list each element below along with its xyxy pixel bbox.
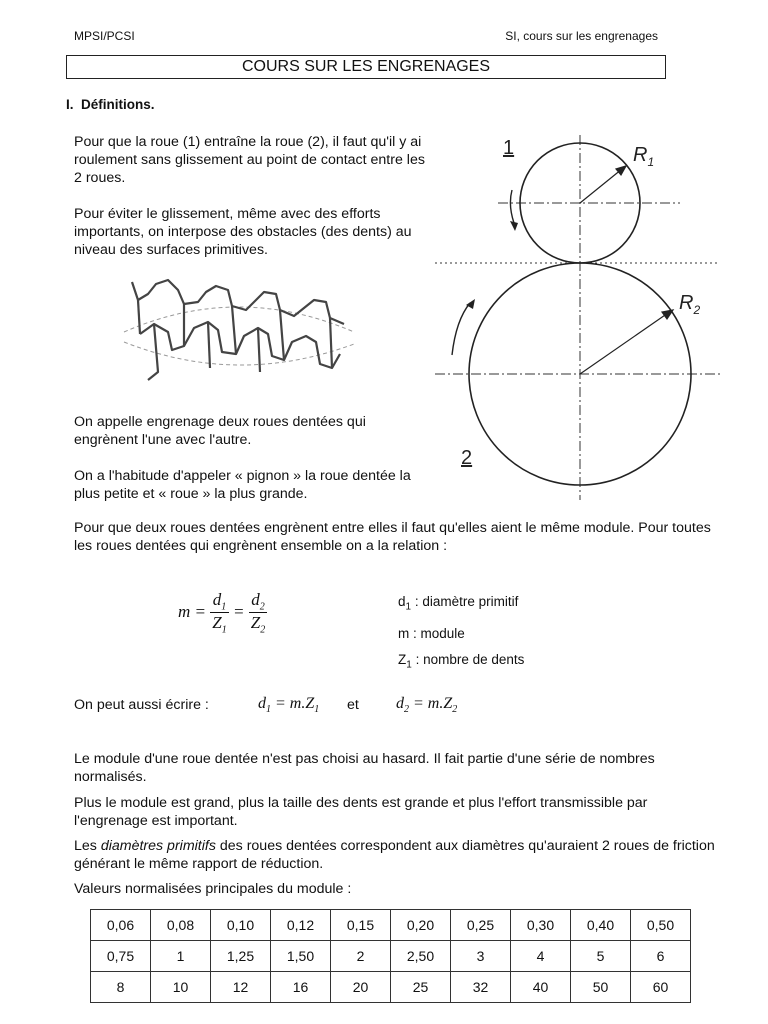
formula-z1: Z bbox=[212, 613, 222, 633]
gear-teeth-illustration bbox=[118, 272, 358, 390]
wheel-1-label: 1 bbox=[503, 137, 515, 159]
gear-pitch-circles-figure bbox=[430, 125, 730, 505]
formula-m: m bbox=[178, 601, 191, 621]
table-cell: 2,50 bbox=[391, 941, 451, 972]
table-cell: 0,30 bbox=[511, 910, 571, 941]
table-cell: 0,40 bbox=[571, 910, 631, 941]
table-cell: 0,20 bbox=[391, 910, 451, 941]
table-cell: 16 bbox=[271, 972, 331, 1003]
also-intro: On peut aussi écrire : bbox=[74, 697, 209, 713]
table-cell: 0,08 bbox=[151, 910, 211, 941]
formula-legend bbox=[398, 589, 524, 678]
table-row bbox=[91, 972, 691, 1003]
page-title: COURS SUR LES ENGRENAGES bbox=[66, 55, 666, 79]
formula-z2: Z bbox=[250, 613, 261, 633]
formula-eq-1: = bbox=[194, 601, 207, 621]
wheel-2-label: 2 bbox=[461, 447, 473, 469]
table-row bbox=[91, 910, 691, 941]
table-cell: 4 bbox=[511, 941, 571, 972]
formula-d2: d bbox=[251, 590, 260, 609]
table-cell: 0,25 bbox=[451, 910, 511, 941]
formula-eq-2: = bbox=[232, 601, 245, 621]
table-cell: 5 bbox=[571, 941, 631, 972]
legend-m: m : module bbox=[398, 625, 465, 641]
table-cell: 2 bbox=[331, 941, 391, 972]
table-cell: 20 bbox=[331, 972, 391, 1003]
paragraph-1: Pour que la roue (1) entraîne la roue (2), il faut qu'il y ai roulement sans glissement au point de contact entre les 2 roues. bbox=[74, 134, 425, 186]
radius-2-label: $R_2$ bbox=[679, 292, 701, 317]
table-cell: 60 bbox=[631, 972, 691, 1003]
table-cell: 1,50 bbox=[271, 941, 331, 972]
table-cell: 3 bbox=[451, 941, 511, 972]
table-cell: 32 bbox=[451, 972, 511, 1003]
paragraph-9: Valeurs normalisées principales du module : bbox=[74, 881, 352, 897]
header-right: SI, cours sur les engrenages bbox=[505, 29, 658, 43]
paragraph-7: Plus le module est grand, plus la taille des dents est grande et plus l'effort transmissible par l'engrenage est important. bbox=[74, 795, 648, 829]
table-cell: 0,10 bbox=[211, 910, 271, 941]
table-cell: 8 bbox=[91, 972, 151, 1003]
section-heading: I. Définitions. bbox=[66, 97, 155, 112]
table-cell: 10 bbox=[151, 972, 211, 1003]
header-left: MPSI/PCSI bbox=[74, 29, 135, 43]
table-cell: 0,15 bbox=[331, 910, 391, 941]
legend-z1: $Z_1$ : nombre de dents bbox=[398, 651, 525, 671]
table-cell: 12 bbox=[211, 972, 271, 1003]
legend-d1: $d_1$ : diamètre primitif bbox=[398, 594, 519, 613]
table-cell: 0,06 bbox=[91, 910, 151, 941]
table-cell: 6 bbox=[631, 941, 691, 972]
module-formula bbox=[178, 590, 267, 636]
module-values-table bbox=[90, 909, 691, 1003]
table-cell: 0,12 bbox=[271, 910, 331, 941]
equation-d2: $d_2 = m.Z_2$ bbox=[396, 695, 458, 716]
formula-d2-sub: 2 bbox=[259, 601, 265, 613]
formula-z1-sub: 1 bbox=[221, 624, 227, 636]
paragraph-4: On a l'habitude d'appeler « pignon » la roue dentée la plus petite et « roue » la plus grande. bbox=[74, 468, 411, 502]
paragraph-8: Les diamètres primitifs des roues dentées correspondent aux diamètres qu'auraient 2 roues de friction générant le même rapport de réduction. bbox=[74, 838, 715, 872]
table-cell: 40 bbox=[511, 972, 571, 1003]
formula-d1-sub: 1 bbox=[221, 601, 227, 613]
table-cell: 1,25 bbox=[211, 941, 271, 972]
table-cell: 1 bbox=[151, 941, 211, 972]
formula-d1: d bbox=[212, 590, 222, 609]
paragraph-5: Pour que deux roues dentées engrènent entre elles il faut qu'elles aient le même module. Pour toutes les roues dentées qui engrènent ensemble on a la relation : bbox=[74, 520, 711, 554]
equation-d1: $d_1 = m.Z_1$ bbox=[258, 695, 320, 716]
paragraph-6: Le module d'une roue dentée n'est pas choisi au hasard. Il fait partie d'une série de nombres normalisés. bbox=[74, 751, 655, 785]
radius-1-label: $R_1$ bbox=[633, 144, 655, 169]
table-cell: 25 bbox=[391, 972, 451, 1003]
paragraph-3: On appelle engrenage deux roues dentées qui engrènent l'une avec l'autre. bbox=[74, 414, 366, 448]
paragraph-2: Pour éviter le glissement, même avec des efforts importants, on interpose des obstacles (des dents) au niveau des surfaces primitives. bbox=[74, 206, 412, 258]
table-cell: 50 bbox=[571, 972, 631, 1003]
table-row bbox=[91, 941, 691, 972]
table-cell: 0,75 bbox=[91, 941, 151, 972]
also-et: et bbox=[347, 697, 359, 713]
table-cell: 0,50 bbox=[631, 910, 691, 941]
formula-z2-sub: 2 bbox=[260, 624, 266, 636]
